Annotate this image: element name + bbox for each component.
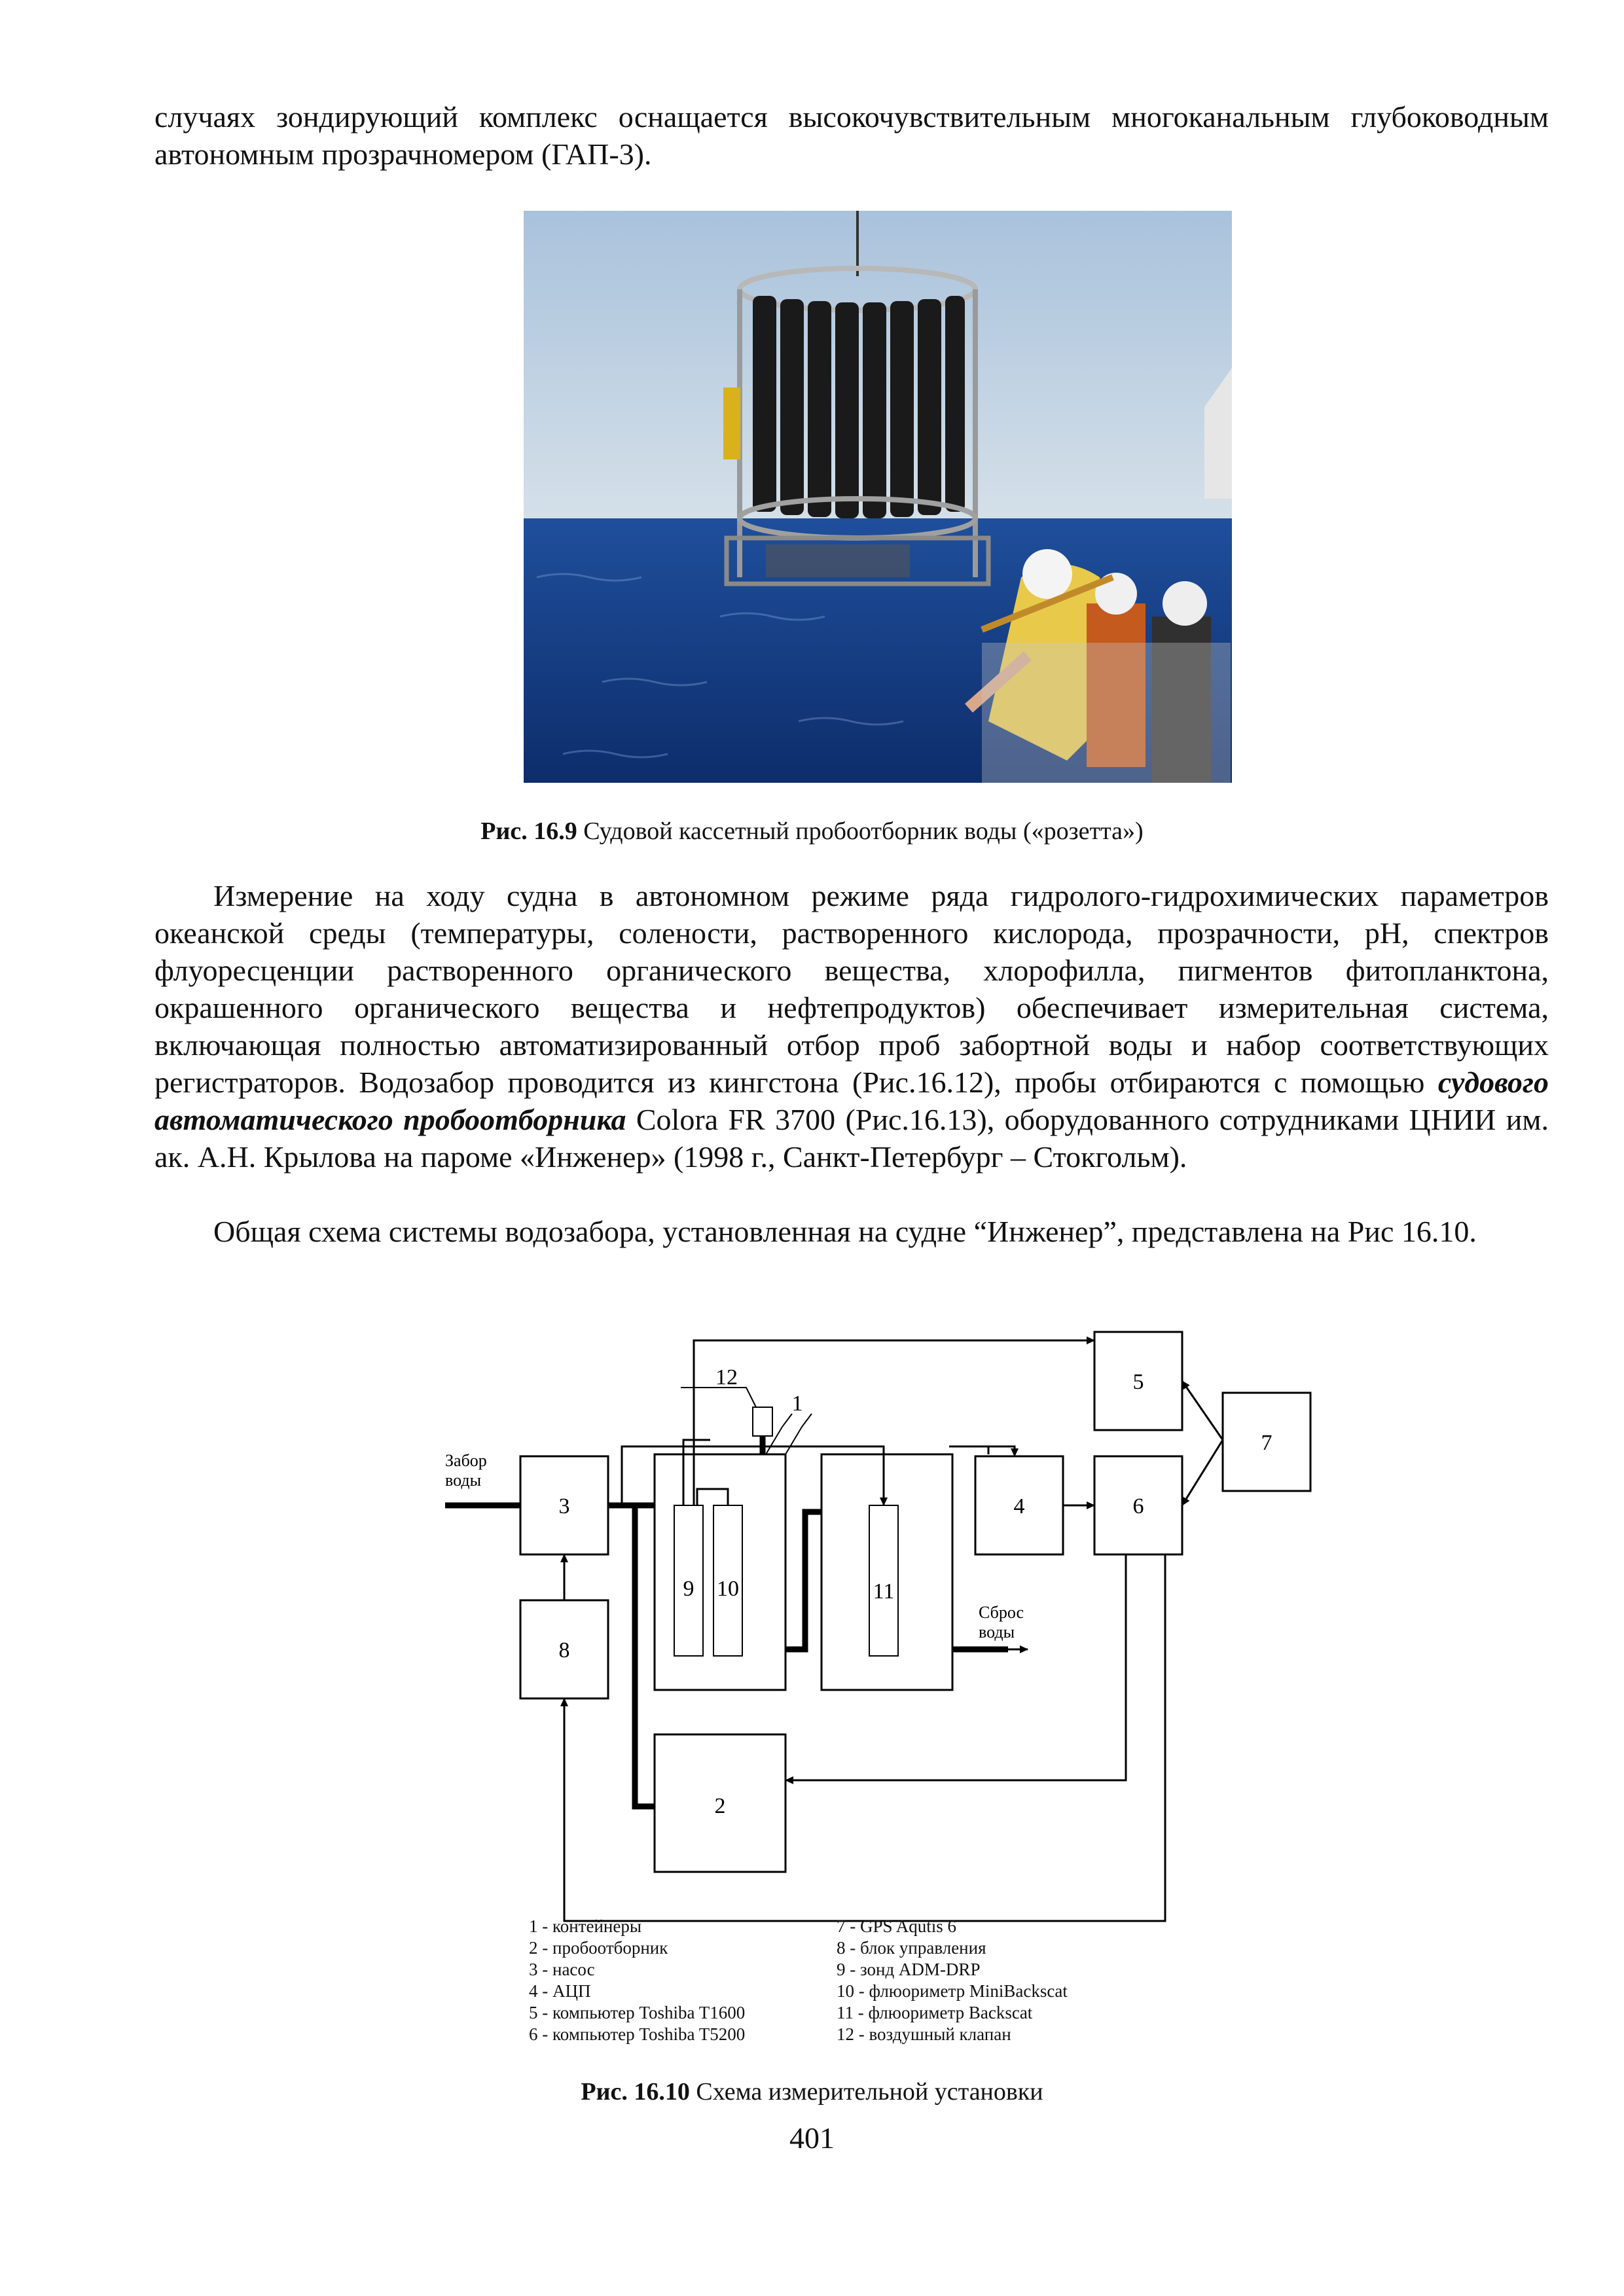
label-9: 9 xyxy=(683,1577,695,1601)
legend-item: 10 - флюориметр MiniBackscat xyxy=(837,1981,1068,2001)
para1-text-after: Colora FR 3700 (Рис.16.13), оборудованного сотрудниками ЦНИИ им. ак. А.Н. Крылова на пароме «Инженер» (1998 г., Санкт-Петербург – Стокгольм). xyxy=(154,1103,1549,1174)
inlet-label-2: воды xyxy=(445,1471,482,1490)
body-paragraph-1 xyxy=(154,877,1549,1175)
legend-right xyxy=(837,1916,1068,2045)
outlet-label-2: воды xyxy=(979,1623,1015,1641)
rosette-photo xyxy=(524,211,1232,783)
diagram-caption-text: Схема измерительной установки xyxy=(689,2078,1043,2106)
label-12: 12 xyxy=(715,1365,738,1390)
label-2: 2 xyxy=(714,1794,726,1818)
para1-emphasis: судового автоматического пробоотборника xyxy=(154,1066,1549,1136)
label-11: 11 xyxy=(873,1579,895,1604)
label-8: 8 xyxy=(558,1638,570,1662)
label-1: 1 xyxy=(791,1391,803,1416)
legend-item: 12 - воздушный клапан xyxy=(837,2024,1011,2044)
diagram-caption xyxy=(0,2077,1624,2106)
legend-item: 2 - пробоотборник xyxy=(529,1938,668,1958)
legend-item: 7 - GPS Aqutis 6 xyxy=(837,1916,957,1936)
body-paragraph-2: Общая схема системы водозабора, установленная на судне “Инженер”, представлена на Рис 16.10. xyxy=(213,1215,1477,1248)
label-3: 3 xyxy=(558,1494,570,1518)
legend-item: 5 - компьютер Toshiba T1600 xyxy=(529,2003,746,2022)
label-6: 6 xyxy=(1132,1494,1144,1518)
legend-item: 9 - зонд ADM-DRP xyxy=(837,1960,981,1979)
outlet-label-1: Сброс xyxy=(979,1603,1024,1622)
label-10: 10 xyxy=(717,1577,739,1601)
label-4: 4 xyxy=(1013,1494,1025,1518)
para1-text-before: Измерение на ходу судна в автономном режиме ряда гидролого-гидрохимических параметров океанской среды (температуры, солености, растворенного кислорода, прозрачности, pH, спектров флуоресценции растворенного органического вещества, хлорофилла, пигментов фитопланктона, окрашенного органического вещества и нефтепродуктов) обеспечивает измерительная система, включающая полностью автоматизированный отбор проб забортной воды и набор соответствующих регистраторов. Водозабор проводится из кингстона (Рис.16.12), пробы отбираются с помощью xyxy=(154,879,1549,1099)
intro-paragraph: случаях зондирующий комплекс оснащается высокочувствительным многоканальным глубоководным автономным прозрачномером (ГАП-3). xyxy=(154,100,1549,171)
legend-item: 4 - АЦП xyxy=(529,1981,591,2001)
photo-caption xyxy=(0,817,1624,846)
box-container-right xyxy=(821,1454,952,1690)
diagram-caption-number: Рис. 16.10 xyxy=(581,2078,690,2106)
inlet-label-1: Забор xyxy=(445,1451,487,1470)
legend-item: 1 - контейнеры xyxy=(529,1916,641,1936)
page-number: 401 xyxy=(789,2121,835,2155)
legend-item: 3 - насос xyxy=(529,1960,595,1979)
legend-item: 6 - компьютер Toshiba T5200 xyxy=(529,2024,746,2044)
label-7: 7 xyxy=(1261,1431,1272,1455)
legend-item: 11 - флюориметр Backscat xyxy=(837,2003,1033,2022)
legend-left xyxy=(529,1916,745,2045)
legend-item: 8 - блок управления xyxy=(837,1938,986,1958)
photo-caption-number: Рис. 16.9 xyxy=(480,817,577,845)
box-12-air-valve xyxy=(753,1407,772,1436)
label-5: 5 xyxy=(1132,1370,1144,1394)
photo-caption-text: Судовой кассетный пробоотборник воды («розетта») xyxy=(577,817,1144,845)
